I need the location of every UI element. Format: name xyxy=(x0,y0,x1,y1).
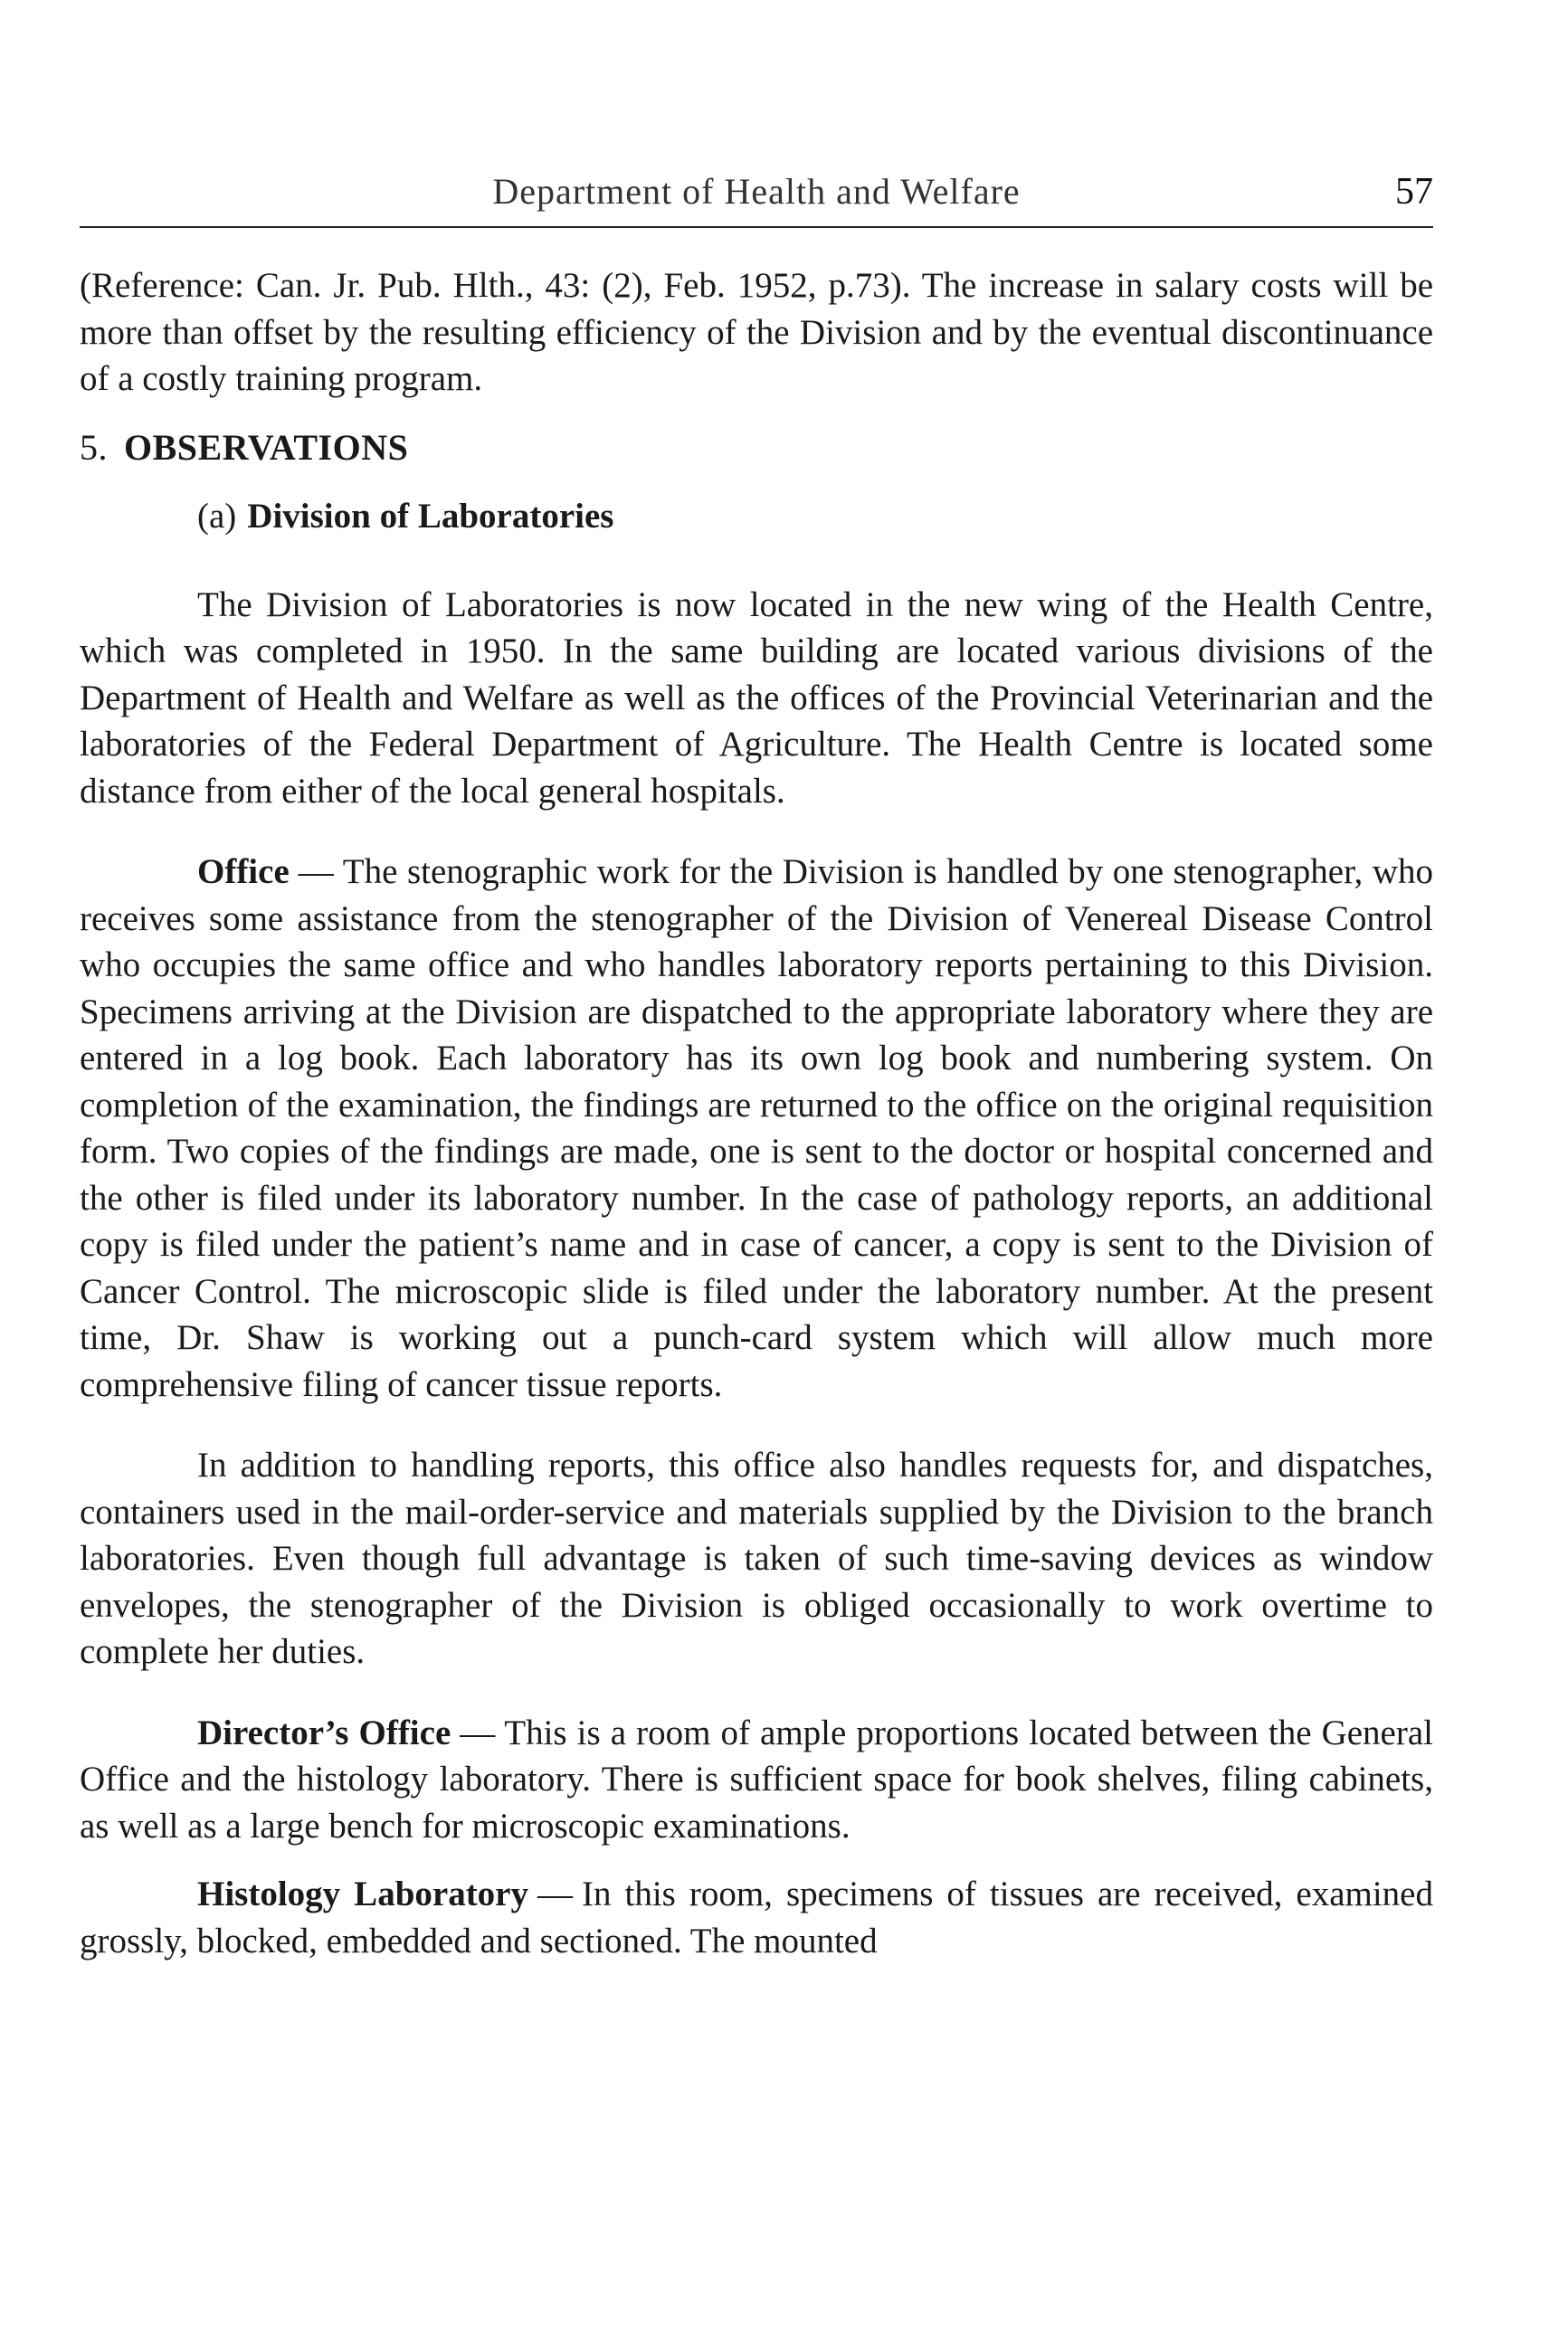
subsection-title: Division of Laboratories xyxy=(247,496,614,536)
paragraph-directors-office xyxy=(80,1710,1433,1850)
directors-office-lead: Director’s Office xyxy=(197,1713,451,1752)
header-rule xyxy=(80,226,1433,228)
histology-dash: — xyxy=(537,1875,573,1913)
histology-text: In this room, specimens of tissues are received, examined grossly, blocked, embedded and sectioned. The mounted xyxy=(80,1875,1433,1960)
section-title: OBSERVATIONS xyxy=(124,426,409,468)
paragraph-histology-laboratory xyxy=(80,1871,1433,1964)
office-text: The stenographic work for the Division is handled by one stenographer, who receives some assistance from the stenographer of the Division of Venereal Disease Control who occupies the same office and who handles laboratory reports pertaining to this Division. Specimens arriving at the Division are dispatched to the appropriate laboratory where they are entered in a log book. Each laboratory has its own log book and numbering system. On completion of the examination, the findings are returned to the office on the original requisition form. Two copies of the findings are made, one is sent to the doctor or hospital concerned and the other is filed under its laboratory number. In the case of pathology reports, an additional copy is filed under the patient’s name and in case of cancer, a copy is sent to the Division of Cancer Control. The microscopic slide is filed under the laboratory number. At the present time, Dr. Shaw is working out a punch-card system which will allow much more comprehensive filing of cancer tissue reports. xyxy=(80,852,1433,1404)
section-heading xyxy=(80,424,1433,471)
directors-office-dash: — xyxy=(460,1713,496,1752)
directors-office-text: This is a room of ample proportions located between the General Office and the histology laboratory. There is sufficient space for book shelves, filing cabinets, as well as a large bench for microscopic examinations. xyxy=(80,1713,1433,1846)
subsection-label: (a) xyxy=(197,496,237,536)
paragraph-division-location: The Division of Laboratories is now located in the new wing of the Health Centre, which was completed in 1950. In the same building are located various divisions of the Department of Health and Welfare as well as the offices of the Provincial Veterinarian and the laboratories of the Federal Department of Agriculture. The Health Centre is located some distance from either of the local general hospitals. xyxy=(80,584,1433,811)
section-number: 5. xyxy=(80,426,108,468)
paragraph-reference: (Reference: Can. Jr. Pub. Hlth., 43: (2), Feb. 1952, p.73). The increase in salary costs will be more than offset by the resulting efficiency of the Division and by the eventual discontinuance of a costly training program. xyxy=(80,266,1433,398)
paragraph-office xyxy=(80,849,1433,1408)
office-lead: Office xyxy=(197,852,290,891)
page-number: 57 xyxy=(1395,171,1433,213)
running-title: Department of Health and Welfare xyxy=(492,171,1021,212)
running-header xyxy=(80,170,1433,224)
paragraph-office-duties: In addition to handling reports, this office also handles requests for, and dispatches, containers used in the mail-order-service and materials supplied by the Division to the branch laboratories. Even though full advantage is taken of such time-saving devices as window envelopes, the stenographer of the Division is obliged occasionally to work overtime to complete her duties. xyxy=(80,1446,1433,1671)
office-dash: — xyxy=(298,852,334,891)
histology-lead: Histology Laboratory xyxy=(197,1875,528,1913)
subsection-heading xyxy=(80,493,1433,540)
page-body xyxy=(80,262,1433,1964)
